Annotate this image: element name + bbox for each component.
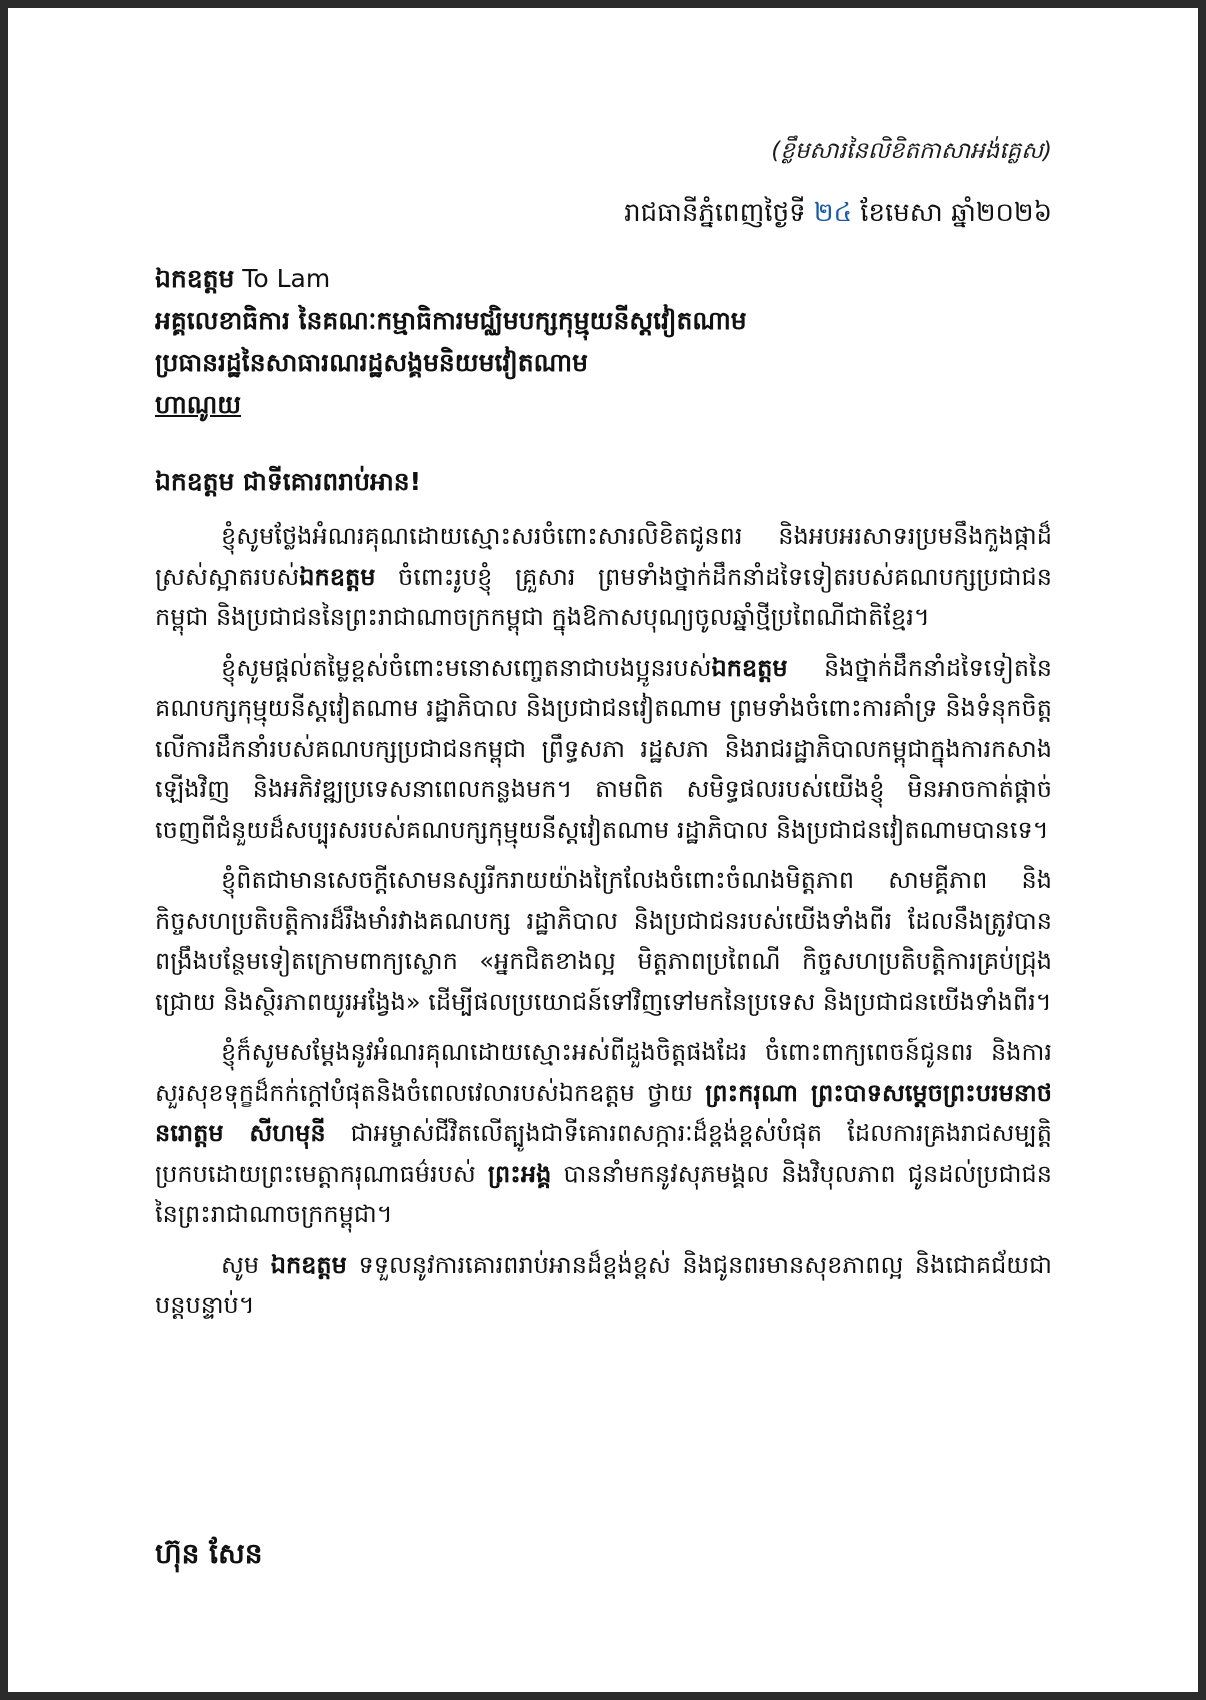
addressee-title-1: អគ្គលេខាធិការ នៃគណៈកម្មាធិការមជ្ឈិមបក្សកុម្មុយនីស្តវៀតណាម bbox=[155, 306, 747, 335]
paragraph-4-text-a: ខ្ញុំក៏សូមសម្តែងនូវអំណរគុណដោយស្មោះអស់ពីដួងចិត្តផងដែរ ចំពោះពាក្យពេចន៍ជូនពរ និងការសួរសុខទុក្ខដ៏កក់ក្តៅបំផុតនិងចំពេលវេលារបស់ឯកឧត្តម ថ្វាយ bbox=[155, 1038, 1052, 1107]
paragraph-5-bold: ឯកឧត្តម bbox=[270, 1250, 347, 1279]
paragraph-5-text-c: ទទួលនូវការគោរពរាប់អានដ៏ខ្ពង់ខ្ពស់ និងជូនពរមានសុខភាពល្អ និងជោគជ័យជាបន្តបន្ទាប់។ bbox=[155, 1250, 1053, 1319]
signature-name: ហ៊ុន សែន bbox=[155, 1537, 263, 1570]
paragraph-5-text-a: សូម bbox=[221, 1250, 271, 1279]
addressee-block bbox=[155, 258, 1052, 426]
addressee-title-2: ប្រធានរដ្ឋនៃសាធារណរដ្ឋសង្គមនិយមវៀតណាម bbox=[155, 348, 588, 377]
paragraph-4-text-e: បាននាំមកនូវសុភមង្គល និងវិបុលភាព ជូនដល់ប្រជាជននៃព្រះរាជាណាចក្រកម្ពុជា។ bbox=[155, 1159, 1052, 1228]
paragraph-1-bold: ឯកឧត្តម bbox=[299, 562, 376, 591]
paragraph-1 bbox=[155, 516, 1052, 638]
paragraph-3: ខ្ញុំពិតជាមានសេចក្តីសោមនស្សរីករាយយ៉ាងក្រៃលែងចំពោះចំណងមិត្តភាព សាមគ្គីភាព និងកិច្ចសហប្រតិបត្តិការដ៏រឹងមាំរវាងគណបក្ស រដ្ឋាភិបាល និងប្រជាជនរបស់យើងទាំងពីរ ដែលនឹងត្រូវបានពង្រឹងបន្ថែមទៀតក្រោមពាក្យស្លោក «អ្នកជិតខាងល្អ មិត្តភាពប្រពៃណី កិច្ចសហប្រតិបត្តិការគ្រប់ជ្រុងជ្រោយ និងស្ថិរភាពយូរអង្វែង» ដើម្បីផលប្រយោជន៍ទៅវិញទៅមកនៃប្រទេស និងប្រជាជនយើងទាំងពីរ។ bbox=[155, 866, 1052, 1016]
dateline bbox=[624, 194, 1052, 232]
paragraph-5 bbox=[155, 1245, 1052, 1326]
dateline-suffix: ខែមេសា ឆ្នាំ២០២៦ bbox=[852, 198, 1052, 228]
paragraph-2 bbox=[155, 648, 1052, 851]
addressee-name-line bbox=[155, 258, 1052, 300]
addressee-honorific: ឯកឧត្តម bbox=[155, 264, 235, 293]
paragraph-2-bold: ឯកឧត្តម bbox=[711, 653, 788, 682]
paragraph-4-text-c: ជាអម្ចាស់ជីវិតលើត្បូងជាទីគោរពសក្ការៈដ៏ខ្ពង់ខ្ពស់បំផុត ដែលការគ្រងរាជសម្បត្តិប្រកបដោយព្រះមេត្តាករុណាធម៌របស់ bbox=[155, 1119, 1052, 1188]
dateline-day: ២៤ bbox=[813, 198, 853, 228]
letter-page bbox=[8, 8, 1198, 1692]
paragraph-1-text-c: ចំពោះរូបខ្ញុំ គ្រួសារ ព្រមទាំងថ្នាក់ដឹកនាំដទៃទៀតរបស់គណបក្សប្រជាជនកម្ពុជា និងប្រជាជននៃព្រះរាជាណាចក្រកម្ពុជា ក្នុងឱកាសបុណ្យចូលឆ្នាំថ្មីប្រពៃណីជាតិខ្មែរ។ bbox=[155, 562, 1052, 631]
paragraph-4-bold-king: ព្រះករុណា ព្រះបាទសម្តេចព្រះបរមនាថ នរោត្តម សីហមុនី bbox=[155, 1078, 1053, 1147]
salutation: ឯកឧត្តម ជាទីគោរពរាប់អាន! bbox=[155, 467, 422, 496]
addressee-city: ហាណូយ bbox=[155, 390, 242, 419]
addressee-name: To Lam bbox=[234, 264, 331, 293]
paragraph-2-text-a: ខ្ញុំសូមផ្តល់តម្លៃខ្ពស់ចំពោះមនោសញ្ចេតនាជាបងប្អូនរបស់ bbox=[221, 653, 712, 682]
translation-note: (ខ្លឹមសារនៃលិខិតកាសាអង់គ្លេស) bbox=[771, 138, 1052, 164]
letter-body bbox=[155, 516, 1052, 1336]
paragraph-4 bbox=[155, 1032, 1052, 1235]
paragraph-4-bold-majesty: ព្រះអង្គ bbox=[487, 1159, 552, 1188]
paragraph-2-text-c: និងថ្នាក់ដឹកនាំដទៃទៀតនៃគណបក្សកុម្មុយនីស្តវៀតណាម រដ្ឋាភិបាល និងប្រជាជនវៀតណាម ព្រមទាំងចំពោះការគាំទ្រ និងទំនុកចិត្ត លើការដឹកនាំរបស់គណបក្សប្រជាជនកម្ពុជា ព្រឹទ្ធសភា រដ្ឋសភា និងរាជរដ្ឋាភិបាលកម្ពុជាក្នុងការកសាងឡើងវិញ និងអភិវឌ្ឍប្រទេសនាពេលកន្លងមក។ តាមពិត សមិទ្ធផលរបស់យើងខ្ញុំ មិនអាចកាត់ផ្តាច់ចេញពីជំនួយដ៏សប្បុរសរបស់គណបក្សកុម្មុយនីស្តវៀតណាម រដ្ឋាភិបាល និងប្រជាជនវៀតណាមបានទេ។ bbox=[155, 653, 1052, 844]
paragraph-1-text-a: ខ្ញុំសូមថ្លែងអំណរគុណដោយស្មោះសរចំពោះសារលិខិតជូនពរ និងអបអរសាទរប្រមនឹងកួងផ្កាដ៏ស្រស់ស្អាតរបស់ bbox=[155, 522, 1052, 591]
dateline-prefix: រាជធានីភ្នំពេញថ្ងៃទី bbox=[624, 198, 814, 228]
